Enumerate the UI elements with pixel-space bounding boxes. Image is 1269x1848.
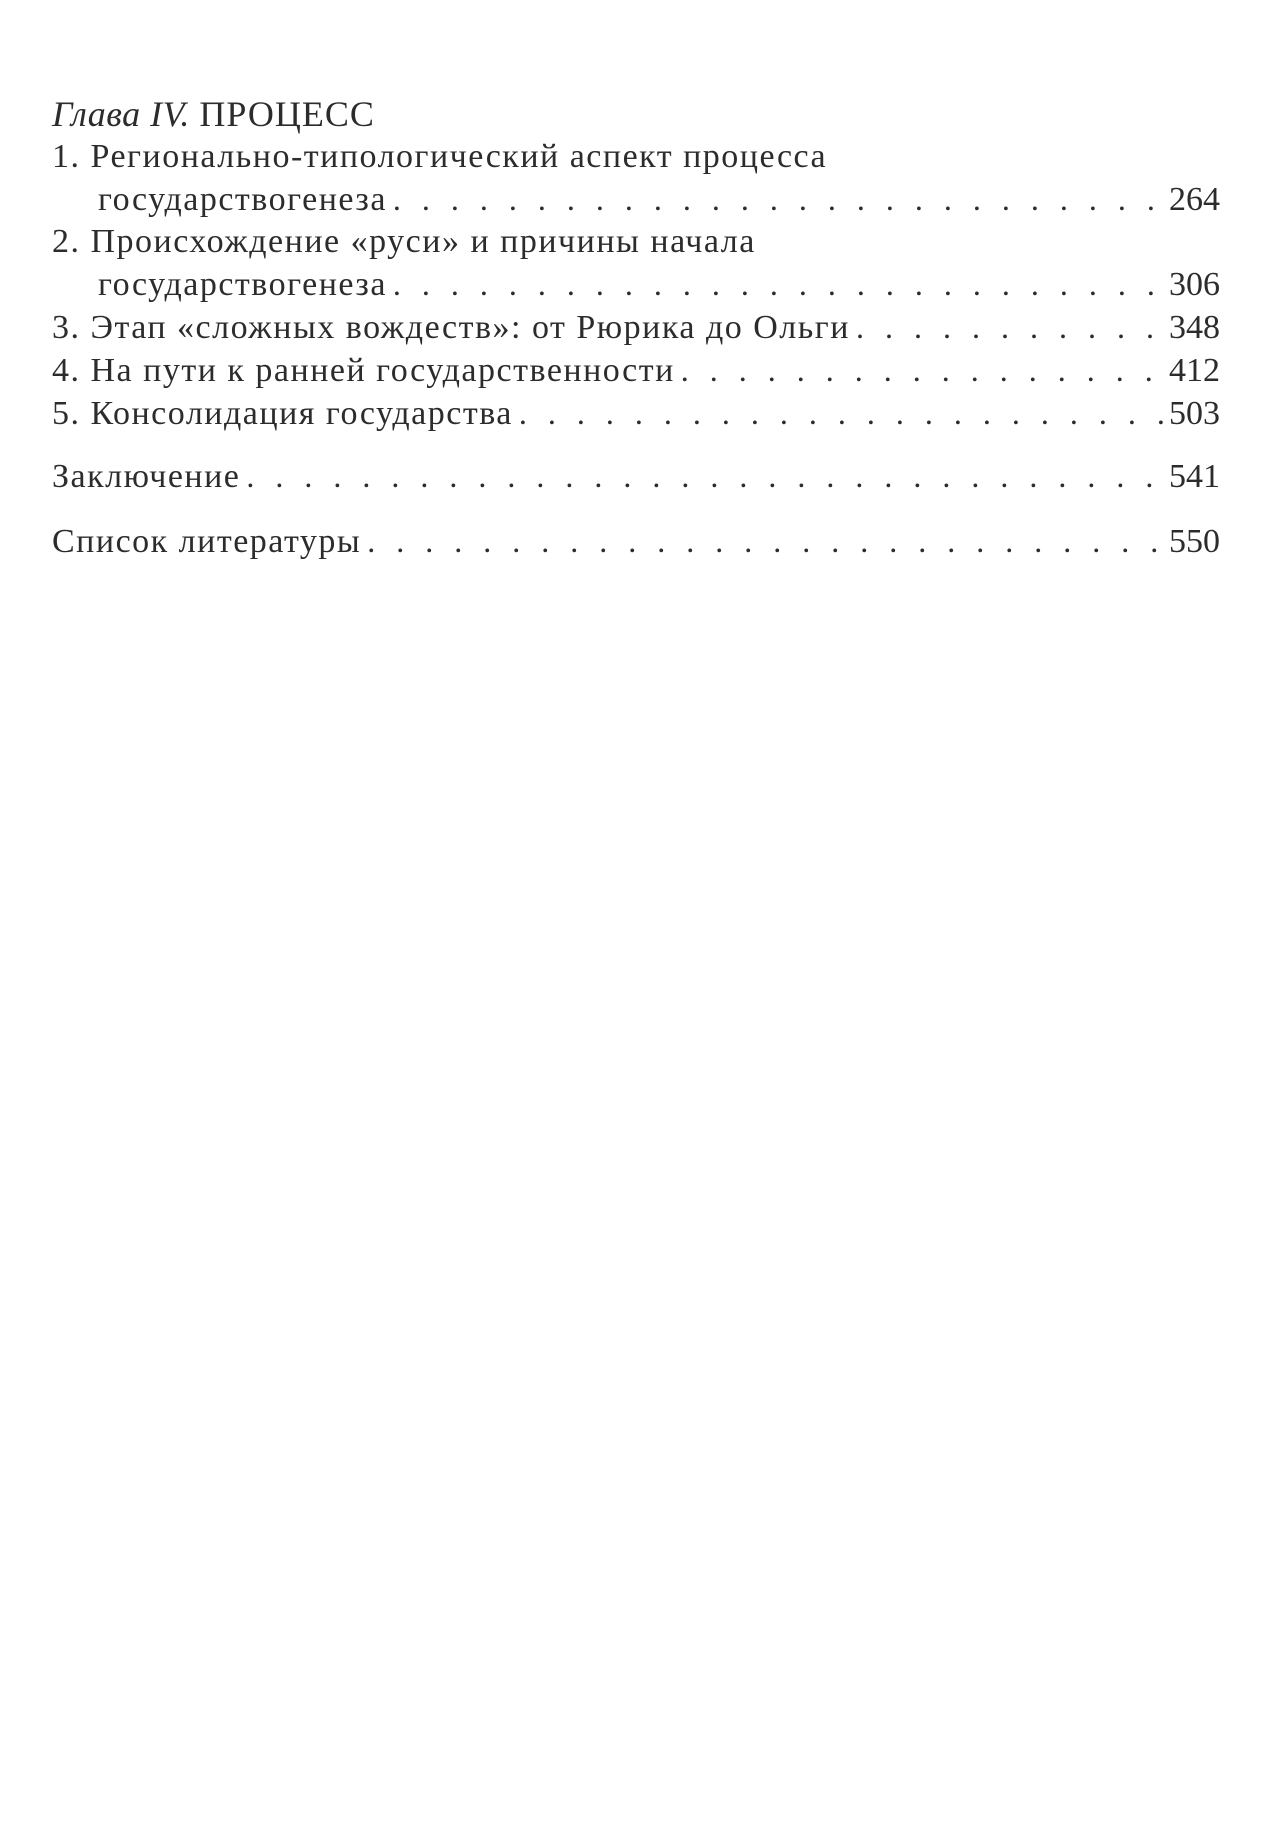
- toc-entry-title: 4. На пути к ранней государственности: [52, 352, 675, 389]
- dot-leader: [393, 263, 1163, 305]
- toc-entry-title: Список литературы: [52, 523, 362, 560]
- dot-leader: [856, 306, 1163, 348]
- toc-entry-title-continued: государствогенеза: [98, 266, 387, 303]
- toc-entry: [52, 136, 1220, 221]
- toc-entry-continuation: [52, 263, 1220, 306]
- toc-entry-line: [52, 392, 1220, 435]
- toc-page-number: 541: [1169, 458, 1220, 495]
- dot-leader: [681, 349, 1163, 391]
- toc-entry-title: 1. Регионально-типологический аспект процесса: [52, 138, 828, 175]
- spacer: [52, 498, 1220, 520]
- spacer: [52, 435, 1220, 455]
- toc-entry-continuation: [52, 178, 1220, 221]
- toc-entry-line: [52, 349, 1220, 392]
- toc-page-number: 550: [1169, 523, 1220, 560]
- dot-leader: [519, 392, 1163, 434]
- toc-entry: [52, 306, 1220, 349]
- toc-entry: [52, 349, 1220, 392]
- toc-entry-conclusion: [52, 455, 1220, 498]
- dot-leader: [367, 520, 1163, 562]
- toc-entry-bibliography: [52, 520, 1220, 563]
- chapter-title: ПРОЦЕСС: [199, 94, 375, 134]
- dot-leader: [246, 455, 1163, 497]
- toc-entry-line: [52, 520, 1220, 563]
- toc-entry-title: 2. Происхождение «руси» и причины начала: [52, 223, 756, 260]
- toc-page-number: 412: [1169, 352, 1220, 389]
- toc-entry-line: [52, 455, 1220, 498]
- toc-entry-title: 5. Консолидация государства: [52, 395, 513, 432]
- toc-entry-title-continued: государствогенеза: [98, 181, 387, 218]
- toc-entry: [52, 392, 1220, 435]
- toc-entry: [52, 221, 1220, 306]
- toc-page-number: 348: [1169, 309, 1220, 346]
- toc-entry-title: 3. Этап «сложных вождеств»: от Рюрика до Ольги: [52, 309, 850, 346]
- chapter-heading: [52, 92, 1220, 136]
- toc-section-list: [52, 136, 1220, 563]
- toc-entry-line: [52, 306, 1220, 349]
- toc-page-number: 264: [1169, 181, 1220, 218]
- dot-leader: [393, 178, 1163, 220]
- toc-entry-title: Заключение: [52, 458, 241, 495]
- toc-page-number: 306: [1169, 266, 1220, 303]
- chapter-label: Глава IV.: [52, 94, 190, 134]
- table-of-contents: [52, 92, 1220, 563]
- toc-page-number: 503: [1169, 395, 1220, 432]
